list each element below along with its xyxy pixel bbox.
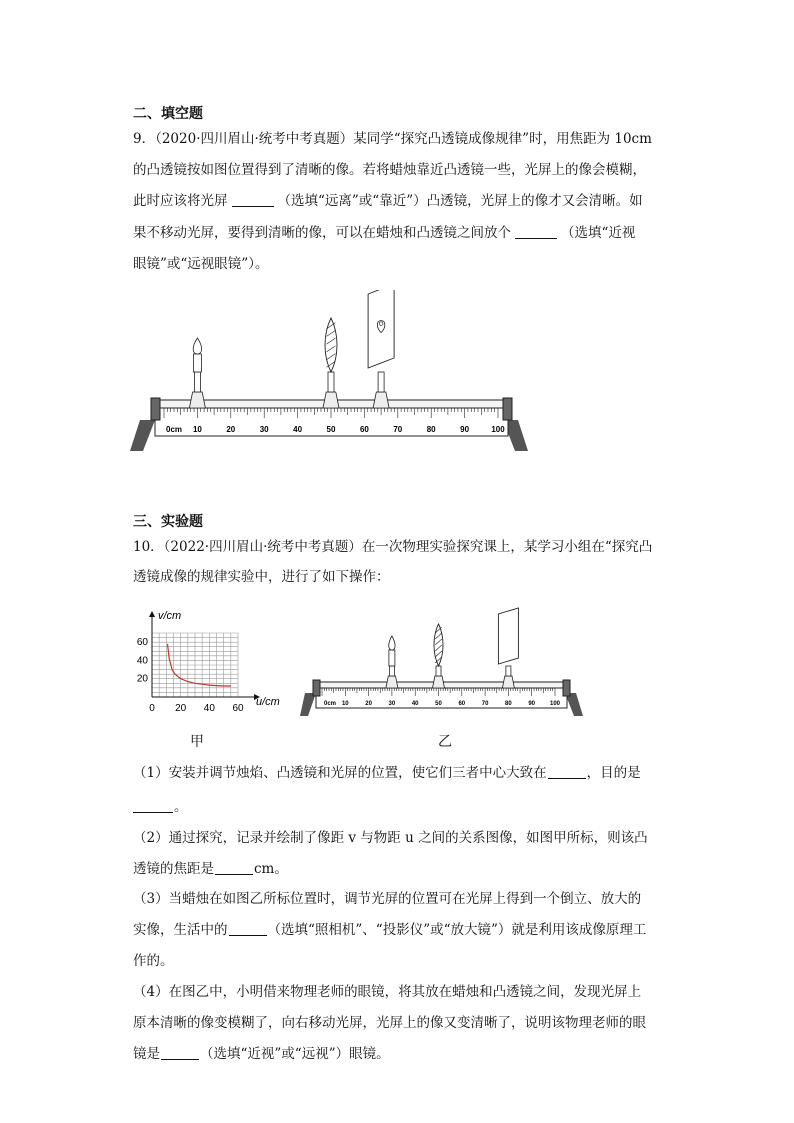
answer-blank[interactable] bbox=[548, 764, 586, 779]
answer-blank[interactable] bbox=[229, 921, 267, 936]
optical-bench-figure-1 bbox=[130, 290, 530, 460]
optical-bench bbox=[300, 608, 583, 716]
section-heading-experiment: 三、实验题 bbox=[133, 514, 203, 530]
chart-tick-labels bbox=[137, 637, 244, 714]
bench-objects bbox=[386, 608, 519, 688]
q9-line-5: 眼镜”或“远视眼镜”）。 bbox=[133, 256, 269, 272]
q9-text: 果不移动光屏，要得到清晰的像，可以在蜡烛和凸透镜之间放个 bbox=[133, 225, 511, 241]
ruler-label: 40 bbox=[411, 701, 419, 707]
lens-post bbox=[436, 666, 441, 676]
ruler-label: 0cm bbox=[324, 701, 337, 707]
item-text: （1）安装并调节烛焰、凸透镜和光屏的位置，使它们三者中心大致在 bbox=[133, 765, 547, 781]
ruler-label: 90 bbox=[460, 425, 470, 434]
item-text: （选填“近视”或“远视”）眼镜。 bbox=[200, 1046, 390, 1062]
candle-post bbox=[389, 666, 394, 676]
q9-line-4 bbox=[133, 218, 635, 249]
x-tick-label: 0 bbox=[149, 703, 155, 714]
graph-jia bbox=[128, 603, 288, 728]
lens-post bbox=[328, 372, 334, 392]
item-4-line-2: 原本清晰的像变模糊了，向右移动光屏，光屏上的像又变清晰了，说明该物理老师的眼 bbox=[133, 1015, 646, 1031]
ruler-label: 60 bbox=[458, 701, 466, 707]
answer-blank[interactable] bbox=[232, 192, 274, 207]
section-heading-fill-in: 二、填空题 bbox=[133, 106, 203, 122]
y-axis-arrow bbox=[149, 611, 155, 617]
answer-blank[interactable] bbox=[133, 798, 173, 813]
bench-end-right bbox=[503, 398, 512, 420]
screen-holder bbox=[502, 676, 514, 688]
figure-label-yi: 乙 bbox=[438, 734, 452, 750]
ruler-label: 20 bbox=[365, 701, 372, 707]
ruler-label: 80 bbox=[505, 701, 512, 707]
item-text: 镜是 bbox=[133, 1046, 160, 1062]
lens-holder bbox=[433, 676, 445, 688]
ruler-label: 30 bbox=[388, 701, 396, 707]
answer-blank[interactable] bbox=[161, 1045, 199, 1060]
item-text: 实像，生活中的 bbox=[133, 922, 228, 938]
candle-holder bbox=[386, 676, 398, 688]
item-text: 。 bbox=[174, 799, 188, 815]
bench-objects bbox=[189, 290, 394, 408]
ruler-label: 90 bbox=[528, 701, 536, 707]
chart-xlabel: u/cm bbox=[256, 696, 280, 708]
ruler-label: 10 bbox=[341, 701, 349, 707]
light-screen bbox=[498, 608, 518, 664]
q10-line-1: 10．（2022·四川眉山·统考中考真题）在一次物理实验探究课上，某学习小组在“探究凸 bbox=[133, 539, 653, 555]
y-tick-label: 20 bbox=[136, 673, 148, 685]
item-4-line-3 bbox=[133, 1039, 390, 1070]
item-1-line-2 bbox=[133, 792, 188, 823]
item-4-line-1: （4）在图乙中，小明借来物理老师的眼镜，将其放在蜡烛和凸透镜之间，发现光屏上 bbox=[133, 984, 642, 1000]
ruler-label: 30 bbox=[259, 425, 269, 434]
y-tick-label: 60 bbox=[136, 637, 148, 649]
screen-post bbox=[506, 666, 511, 676]
bench-end-left bbox=[151, 398, 160, 420]
ruler-label: 10 bbox=[192, 425, 202, 434]
item-text: ，目的是 bbox=[586, 765, 641, 781]
ruler-label: 70 bbox=[393, 425, 403, 434]
candle-post bbox=[194, 372, 200, 392]
y-tick-label: 40 bbox=[136, 655, 148, 667]
ruler-label: 50 bbox=[435, 701, 442, 707]
ruler-label: 40 bbox=[293, 425, 303, 434]
item-text: 透镜的焦距是 bbox=[133, 861, 214, 877]
q9-line-2: 的凸透镜按如图位置得到了清晰的像。若将蜡烛靠近凸透镜一些，光屏上的像会模糊， bbox=[133, 162, 646, 178]
ruler-label: 0cm bbox=[166, 425, 183, 434]
candle-flame bbox=[193, 338, 201, 354]
screen-post bbox=[378, 372, 384, 392]
item-2-line-2 bbox=[133, 854, 288, 885]
q10-line-2: 透镜成像的规律实验中，进行了如下操作： bbox=[133, 569, 390, 585]
ruler-label: 60 bbox=[359, 425, 369, 434]
ruler-label: 80 bbox=[426, 425, 436, 434]
candle-holder bbox=[189, 392, 205, 408]
item-3-line-3: 作的。 bbox=[133, 953, 174, 969]
bench-end-right bbox=[563, 680, 570, 696]
optical-bench-figure-2 bbox=[300, 598, 585, 723]
q9-text: （选填“近视 bbox=[561, 225, 636, 241]
ruler-label: 100 bbox=[491, 425, 505, 434]
q9-line-1: 9．（2020·四川眉山·统考中考真题）某同学“探究凸透镜成像规律”时，用焦距为 10cm bbox=[133, 131, 652, 147]
item-3-line-1: （3）当蜡烛在如图乙所标位置时，调节光屏的位置可在光屏上得到一个倒立、放大的 bbox=[133, 891, 642, 907]
item-2-line-1: （2）通过探究，记录并绘制了像距 v 与物距 u 之间的关系图像，如图甲所标，则该凸 bbox=[133, 830, 648, 846]
screen-holder bbox=[373, 392, 389, 408]
bench-end-left bbox=[313, 680, 320, 696]
candle-body bbox=[389, 650, 395, 666]
item-1-line-1 bbox=[133, 758, 641, 789]
candle-body bbox=[193, 354, 201, 372]
convex-lens bbox=[325, 318, 337, 372]
x-tick-label: 40 bbox=[203, 703, 215, 714]
q9-text: 此时应该将光屏 bbox=[133, 193, 228, 209]
x-tick-label: 20 bbox=[175, 703, 187, 714]
ruler-label: 100 bbox=[549, 701, 561, 707]
lens-holder bbox=[323, 392, 339, 408]
candle-flame bbox=[389, 636, 395, 650]
answer-blank[interactable] bbox=[515, 224, 557, 239]
item-text: cm。 bbox=[254, 861, 288, 877]
item-text: （选填“照相机”、“投影仪”或“放大镜”）就是利用该成像原理工 bbox=[267, 922, 647, 938]
optical-bench bbox=[130, 290, 528, 451]
chart-ylabel: v/cm bbox=[158, 610, 182, 622]
bench-leg-left bbox=[130, 420, 155, 451]
answer-blank[interactable] bbox=[215, 860, 253, 875]
ruler-label: 50 bbox=[326, 425, 336, 434]
chart-axes bbox=[149, 611, 260, 700]
q9-line-3 bbox=[133, 186, 643, 217]
ruler-label: 70 bbox=[481, 701, 489, 707]
figure-label-jia: 甲 bbox=[190, 734, 204, 750]
x-tick-label: 60 bbox=[232, 703, 244, 714]
ruler-label: 20 bbox=[226, 425, 236, 434]
q9-text: （选填“远离”或“靠近”）凸透镜，光屏上的像才又会清晰。如 bbox=[277, 193, 643, 209]
item-3-line-2 bbox=[133, 915, 646, 946]
chart-grid bbox=[152, 633, 238, 697]
